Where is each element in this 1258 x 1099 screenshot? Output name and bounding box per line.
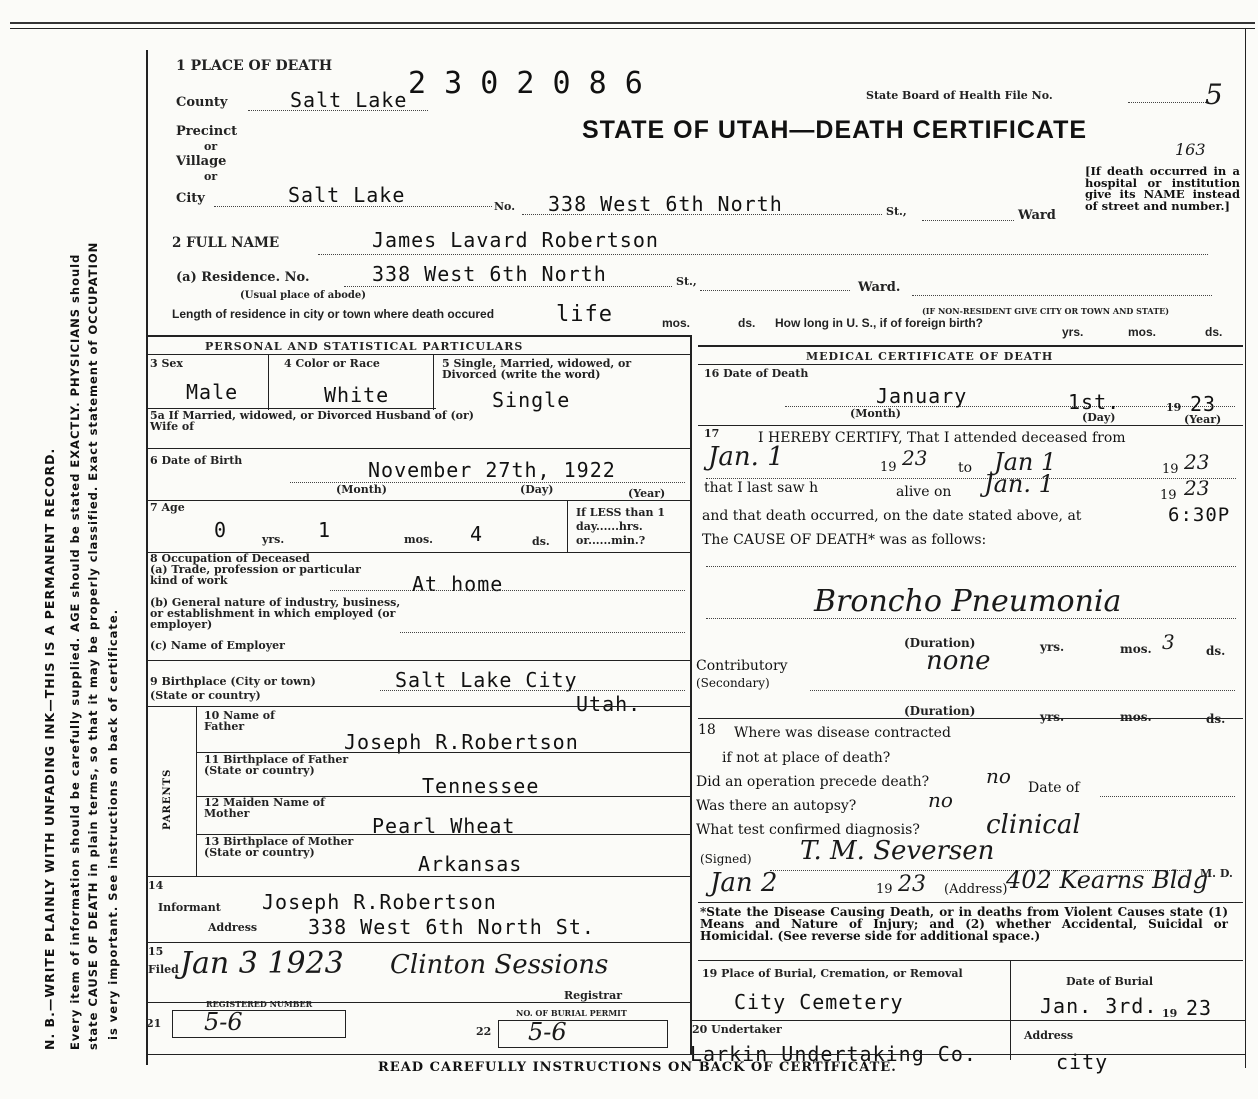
undertaker-value: Larkin Undertaking Co. (690, 1042, 977, 1066)
dod-month-value: January (876, 384, 968, 408)
less-than-day-label: If LESS than 1 day......hrs. or......min.? (576, 506, 665, 547)
contributory-value: none (926, 646, 991, 676)
burial-year-value: 23 (1186, 996, 1213, 1020)
residence-ward-label: Ward. (858, 280, 901, 295)
to-year-prefix: 19 (1162, 462, 1179, 477)
cause-of-death-label: The CAUSE OF DEATH* was as follows: (702, 532, 987, 548)
certificate-title: STATE OF UTAH—DEATH CERTIFICATE (582, 116, 1088, 144)
ward-line (922, 220, 1014, 221)
certificate-number: 2 3 0 2 0 8 6 (408, 66, 643, 101)
time-of-death: 6:30P (1168, 504, 1231, 526)
undertaker-address-value: city (1056, 1050, 1109, 1074)
section-divider-left (146, 335, 691, 337)
duration-2-yrs-label: yrs. (1040, 710, 1065, 724)
section-divider-right (698, 345, 1243, 347)
physician-address: 402 Kearns Bldg (1006, 866, 1209, 894)
certify-number: 17 (704, 427, 720, 440)
burial-rule (690, 1020, 1245, 1021)
father-name-value: Joseph R.Robertson (344, 730, 579, 754)
precinct-label: Precinct (176, 124, 238, 139)
burial-place-value: City Cemetery (734, 990, 904, 1014)
from-year-prefix: 19 (880, 460, 897, 475)
father-birthplace-label: 11 Birthplace of Father (State or country) (204, 753, 349, 777)
burial-permit-label: NO. OF BURIAL PERMIT (516, 1008, 627, 1018)
nonresident-note: (IF NON-RESIDENT GIVE CITY OR TOWN AND STATE) (922, 306, 1170, 316)
mother-name-value: Pearl Wheat (372, 814, 516, 838)
cause-footnote: *State the Disease Causing Death, or in deaths from Violent Causes state (1) Means and Nature of Injury; and (2) whether Accidental, Suicidal or Homicidal. (See reverse side for additional space.) (700, 905, 1228, 943)
registered-number-value: 5-6 (204, 1008, 243, 1036)
signed-year: 23 (898, 872, 926, 897)
state-file-number: 5 (1205, 78, 1223, 111)
residence-label: (a) Residence. No. (176, 270, 310, 285)
occupation-label: 8 Occupation of Deceased (150, 552, 310, 565)
full-name-line (318, 254, 1208, 255)
top-border (10, 22, 1255, 24)
dod-year-value: 23 (1190, 392, 1217, 416)
burial-permit-box (498, 1020, 668, 1048)
signature-rule (698, 902, 1243, 903)
q18-label-2: if not at place of death? (722, 750, 891, 766)
footer-instructions: READ CAREFULLY INSTRUCTIONS ON BACK OF CERTIFICATE. (378, 1060, 897, 1075)
physician-address-label: (Address) (944, 882, 1008, 897)
age-label: 7 Age (150, 501, 185, 514)
spouse-label: 5a If Married, widowed, or Divorced Husband of (or) Wife of (150, 409, 475, 433)
margin-note: 163 (1175, 140, 1206, 159)
state-file-label: State Board of Health File No. (866, 89, 1053, 102)
mother-birthplace-label: 13 Birthplace of Mother (State or country) (204, 835, 354, 859)
autopsy-value: no (928, 788, 953, 812)
color-value: White (324, 383, 390, 407)
filed-date: Jan 3 1923 (180, 946, 344, 981)
duration-ds-label: ds. (1206, 644, 1226, 658)
alive-on-label: alive on (896, 484, 952, 500)
cause-line-1 (706, 566, 1236, 567)
signed-label: (Signed) (700, 852, 752, 866)
from-year: 23 (902, 446, 928, 470)
cause-of-death-value: Broncho Pneumonia (814, 584, 1122, 619)
dob-month-label: (Month) (336, 483, 387, 496)
residence-st-label: St., (676, 275, 697, 288)
residence-ward-dots (912, 295, 1212, 296)
registered-number-label: REGISTERED NUMBER (206, 999, 313, 1009)
margin-instruction-2: Every item of information should be carefully supplied. AGE should be stated EXACTLY. PHYSICIANS should (68, 253, 82, 1050)
date-of-birth-value: November 27th, 1922 (368, 458, 616, 482)
signed-year-prefix: 19 (876, 882, 893, 897)
parents-divider (196, 706, 197, 876)
registrar-signature: Clinton Sessions (390, 950, 609, 980)
birthplace-label: 9 Birthplace (City or town) (150, 675, 316, 688)
duration-2-label: (Duration) (904, 704, 976, 718)
county-value: Salt Lake (290, 88, 408, 112)
occupation-line (330, 590, 685, 591)
contributory-label: Contributory (696, 658, 788, 674)
color-divider (433, 354, 434, 410)
employer-line (400, 632, 685, 633)
occupation-rule (146, 660, 691, 661)
residence-line (344, 286, 672, 287)
length-of-residence-value: life (556, 302, 613, 327)
contributory-line (810, 690, 1235, 691)
father-birthplace-value: Tennessee (422, 774, 540, 798)
registrar-label: Registrar (564, 989, 623, 1002)
spouse-rule (146, 448, 691, 449)
dod-day-value: 1st. (1068, 390, 1121, 414)
sex-divider (268, 354, 269, 410)
birthplace-rule (146, 706, 691, 707)
length-mos-label: mos. (662, 316, 691, 330)
birthplace-state-value: Utah. (576, 692, 642, 716)
operation-date-label: Date of (1028, 780, 1080, 796)
last-saw-year-prefix: 19 (1160, 488, 1177, 503)
operation-date-line (1100, 796, 1235, 797)
length-ds-label: ds. (738, 316, 756, 330)
column-divider (690, 335, 692, 1055)
informant-number: 14 (148, 879, 164, 892)
street-value: 338 West 6th North (548, 192, 783, 216)
birthplace-state-label: (State or country) (150, 689, 261, 702)
operation-label: Did an operation precede death? (696, 774, 930, 790)
burial-divider (1010, 960, 1011, 1060)
certify-text: I HEREBY CERTIFY, That I attended deceased from (758, 430, 1126, 446)
attended-from-date: Jan. 1 (708, 442, 784, 472)
md-label: M. D. (1200, 867, 1233, 880)
occupation-value: At home (412, 572, 504, 596)
duration-label: (Duration) (904, 636, 976, 650)
marital-value: Single (492, 388, 571, 412)
duration-months-value: 3 (1162, 630, 1175, 654)
mother-name-label: 12 Maiden Name of Mother (204, 796, 325, 820)
residence-ward-line (700, 290, 850, 291)
to-label: to (958, 460, 973, 476)
occupation-a-label: (a) Trade, profession or particular kind of work (150, 563, 361, 587)
q18-label: Where was disease contracted (734, 725, 951, 741)
full-name-value: James Lavard Robertson (372, 228, 659, 252)
date-of-death-label: 16 Date of Death (704, 367, 809, 380)
age-mos-label: mos. (404, 533, 433, 546)
medical-heading: MEDICAL CERTIFICATE OF DEATH (806, 350, 1054, 363)
age-years-value: 0 (214, 518, 228, 542)
filed-label: Filed (148, 963, 179, 976)
left-border (146, 50, 148, 1065)
occupation-b-label: (b) General nature of industry, business, or establishment in which employed (or employer) (150, 596, 401, 631)
us-residence-label: How long in U. S., if of foreign birth? (775, 316, 983, 330)
marital-label: 5 Single, Married, widowed, or Divorced (write the word) (442, 357, 632, 381)
residence-value: 338 West 6th North (372, 262, 607, 286)
city-value: Salt Lake (288, 183, 406, 207)
dod-month-label: (Month) (850, 407, 901, 420)
duration-mos-label: mos. (1120, 642, 1152, 656)
burial-year-prefix: 19 (1162, 1007, 1178, 1020)
footer-rule (146, 1054, 1246, 1055)
dob-day-label: (Day) (520, 483, 554, 496)
color-label: 4 Color or Race (284, 357, 380, 370)
parents-rule (146, 876, 691, 877)
place-of-death-label: 1 PLACE OF DEATH (176, 58, 333, 74)
medical-heading-rule (698, 364, 1243, 365)
dod-year-prefix: 19 (1166, 401, 1182, 414)
age-ds-label: ds. (532, 535, 550, 548)
informant-address-value: 338 West 6th North St. (308, 915, 595, 939)
undertaker-address-label: Address (1024, 1029, 1074, 1042)
last-saw-label: that I last saw h (704, 480, 819, 496)
county-label: County (176, 95, 228, 110)
birthplace-line (380, 690, 685, 691)
autopsy-label: Was there an autopsy? (696, 798, 857, 814)
margin-instruction-1: N. B.—WRITE PLAINLY WITH UNFADING INK—THIS IS A PERMANENT RECORD. (42, 447, 57, 1050)
informant-rule (146, 942, 691, 943)
footnote-rule (698, 960, 1243, 961)
us-ds-label: ds. (1205, 325, 1223, 339)
informant-label: Informant (158, 901, 221, 914)
birthplace-city-value: Salt Lake City (395, 668, 578, 692)
abode-note: (Usual place of abode) (240, 290, 366, 301)
length-of-residence-label: Length of residence in city or town where death occured (172, 307, 495, 321)
q18-number: 18 (698, 722, 716, 738)
dod-year-label: (Year) (1184, 413, 1222, 426)
informant-address-label: Address (208, 921, 258, 934)
death-occurred-label: and that death occurred, on the date stated above, at (702, 508, 1082, 524)
personal-heading-rule (146, 354, 691, 355)
registered-number-prefix: 21 (146, 1017, 162, 1030)
father-name-label: 10 Name of Father (204, 709, 275, 733)
test-value: clinical (986, 810, 1081, 840)
cause-rule (698, 718, 1243, 719)
registered-number-box (172, 1010, 346, 1038)
to-year: 23 (1184, 450, 1210, 474)
signed-date: Jan 2 (710, 868, 778, 898)
age-yrs-label: yrs. (262, 533, 285, 546)
age-divider (567, 500, 568, 552)
state-file-line (1128, 102, 1208, 103)
parents-label: PARENTS (162, 768, 173, 830)
personal-heading: PERSONAL AND STATISTICAL PARTICULARS (205, 340, 524, 353)
burial-place-label: 19 Place of Burial, Cremation, or Removal (702, 967, 963, 980)
number-label: No. (494, 200, 516, 213)
duration-2-ds-label: ds. (1206, 712, 1226, 726)
age-months-value: 1 (318, 518, 332, 542)
dob-year-label: (Year) (628, 487, 666, 500)
employer-label: (c) Name of Employer (150, 639, 285, 652)
margin-instruction-4: is very important. See instructions on back of certificate. (106, 608, 120, 1040)
last-saw-year: 23 (1184, 476, 1210, 500)
street-suffix-label: St., (886, 205, 907, 218)
cause-line-2 (706, 618, 1236, 619)
attended-to-date: Jan 1 (994, 448, 1057, 476)
or-label-1: or (204, 140, 218, 153)
or-label-2: or (204, 170, 218, 183)
dob-rule (146, 500, 691, 501)
last-saw-date: Jan. 1 (984, 470, 1054, 498)
sex-value: Male (186, 380, 239, 404)
filed-number: 15 (148, 945, 164, 958)
date-of-birth-label: 6 Date of Birth (150, 454, 243, 467)
dod-rule (698, 425, 1243, 426)
full-name-label: 2 FULL NAME (172, 235, 280, 251)
ward-label: Ward (1018, 208, 1056, 223)
attended-line (706, 478, 1236, 479)
age-days-value: 4 (470, 522, 484, 546)
burial-permit-value: 5-6 (528, 1018, 567, 1046)
margin-instruction-3: state CAUSE OF DEATH in plain terms, so that it may be properly classified. Exact statement of OCCUPATION (86, 241, 100, 1050)
us-yrs-label: yrs. (1062, 325, 1084, 339)
test-label: What test confirmed diagnosis? (696, 822, 920, 838)
hospital-note: [If death occurred in a hospital or institution give its NAME instead of street and number.] (1085, 164, 1240, 213)
right-border (1245, 28, 1246, 1068)
village-label: Village (176, 154, 227, 169)
city-label: City (176, 191, 205, 206)
sex-label: 3 Sex (150, 357, 183, 370)
operation-value: no (986, 764, 1011, 788)
physician-signature: T. M. Seversen (800, 836, 995, 866)
informant-value: Joseph R.Robertson (262, 890, 497, 914)
secondary-label: (Secondary) (696, 676, 770, 690)
duration-yrs-label: yrs. (1040, 640, 1065, 654)
undertaker-label: 20 Undertaker (692, 1023, 782, 1036)
us-mos-label: mos. (1128, 325, 1157, 339)
burial-permit-prefix: 22 (476, 1025, 492, 1038)
burial-date-label: Date of Burial (1066, 975, 1154, 988)
burial-date-value: Jan. 3rd. (1040, 994, 1158, 1018)
top-border-inner (10, 28, 1255, 29)
mother-birthplace-value: Arkansas (418, 852, 523, 876)
duration-2-mos-label: mos. (1120, 710, 1152, 724)
dod-day-label: (Day) (1082, 411, 1116, 424)
